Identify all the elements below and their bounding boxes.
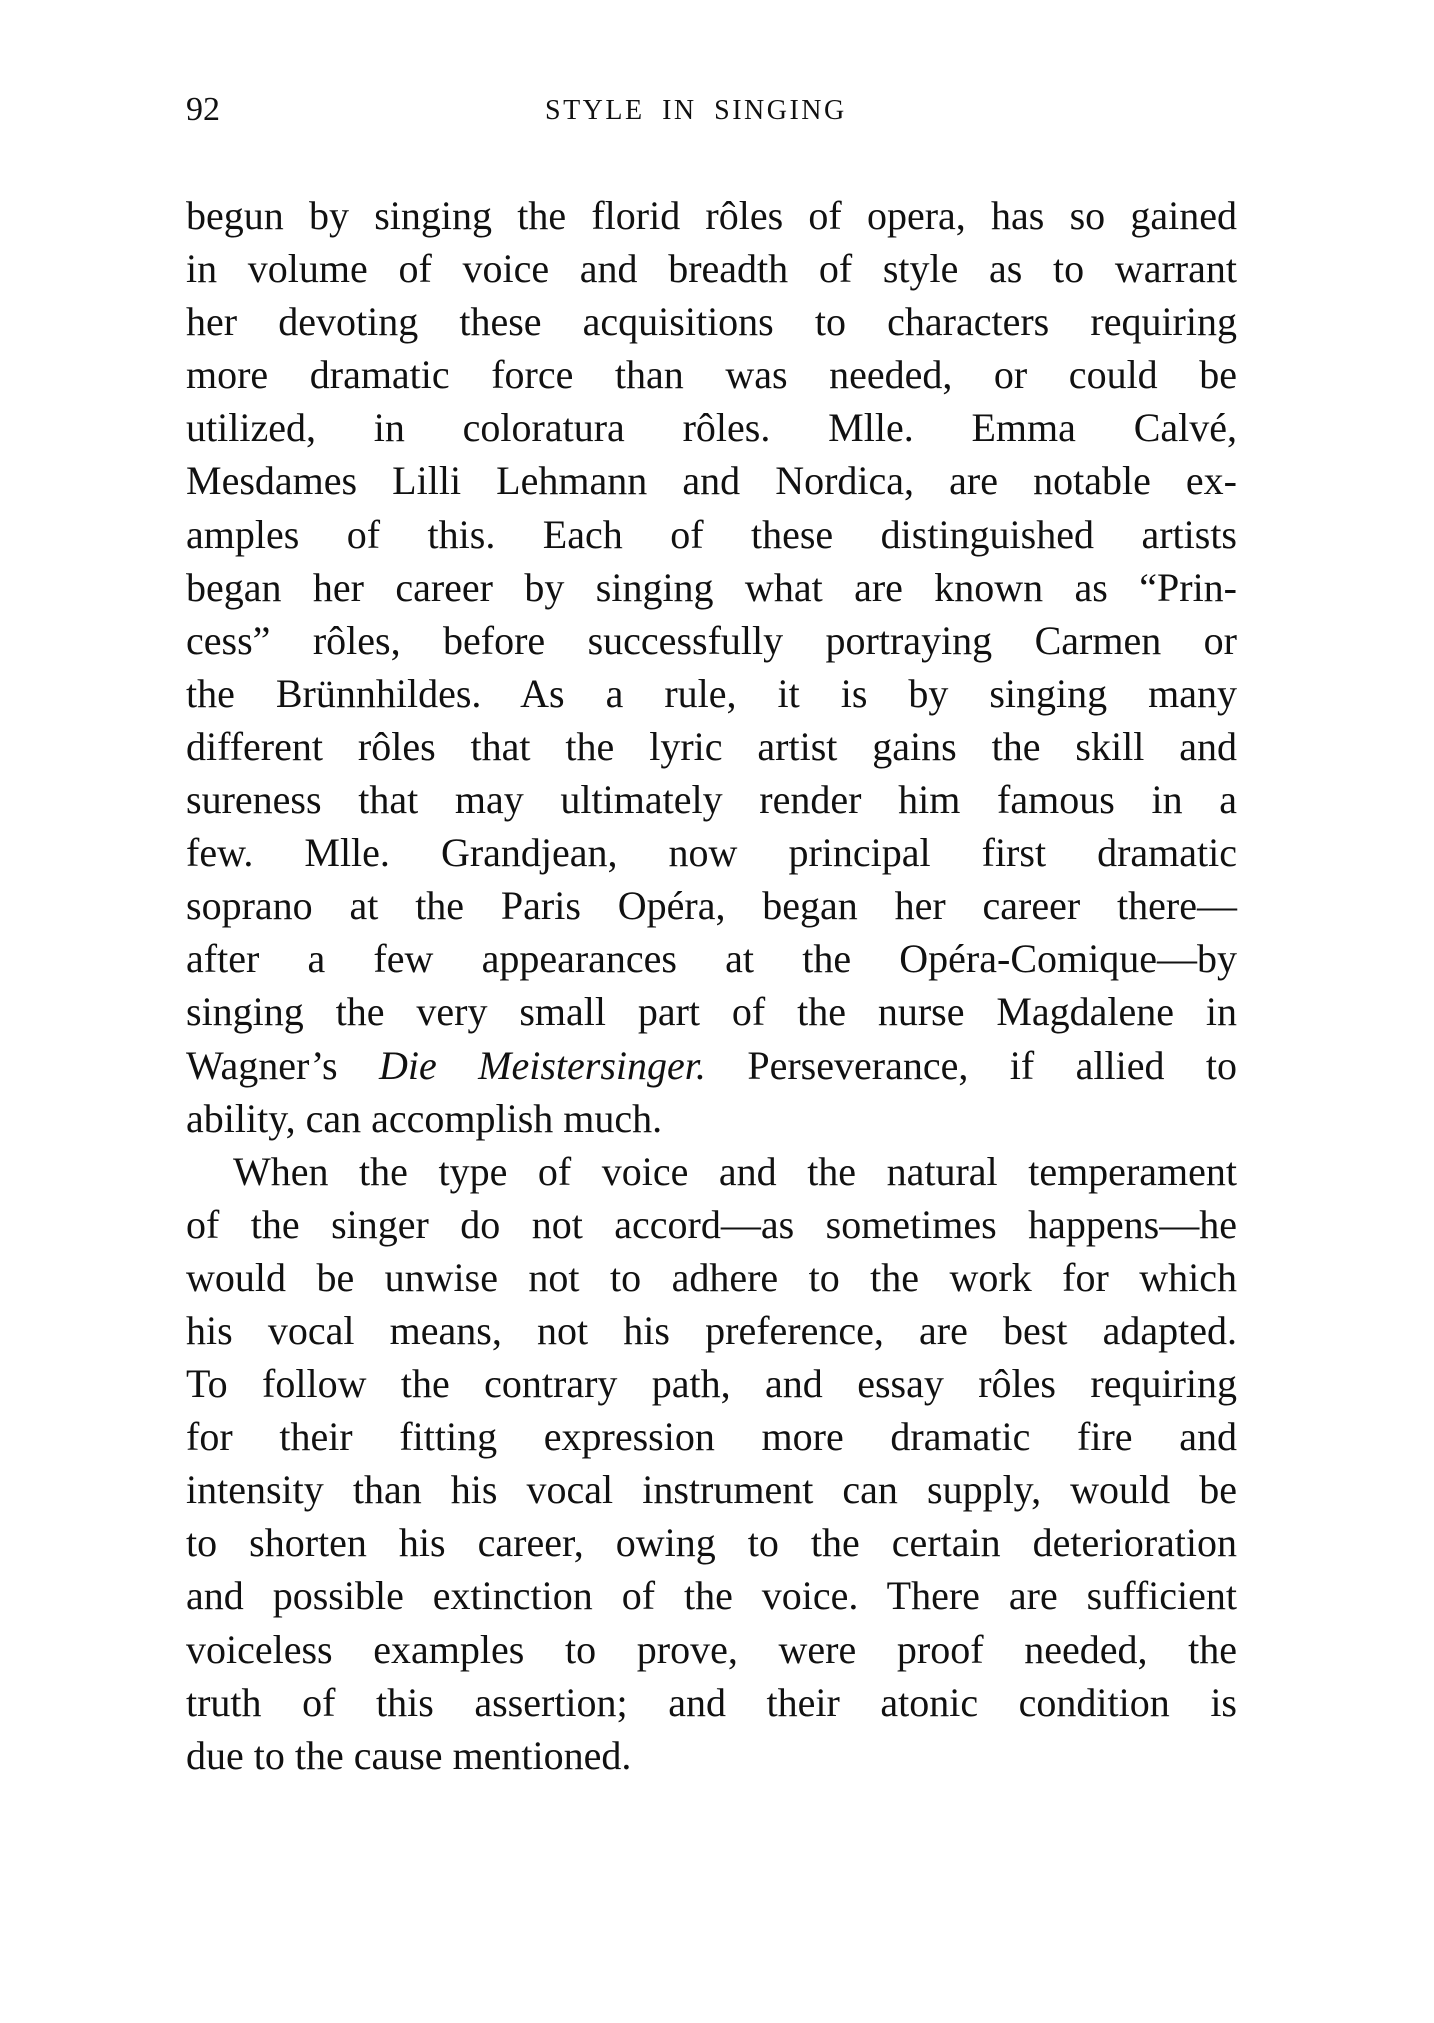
text-line: sureness that may ultimately render him famous in a (186, 777, 1237, 823)
text-line: singing the very small part of the nurse Magdalene in (186, 989, 1237, 1035)
text-line: truth of this assertion; and their atonic condition is (186, 1679, 1237, 1725)
text-line: soprano at the Paris Opéra, began her career there— (186, 883, 1237, 929)
paragraph (186, 189, 1237, 1145)
text-line: to shorten his career, owing to the certain deterioration (186, 1520, 1237, 1566)
text-line: the Brünnhildes. As a rule, it is by singing many (186, 670, 1237, 716)
text-line: voiceless examples to prove, were proof needed, the (186, 1626, 1237, 1672)
text-line: amples of this. Each of these distinguished artists (186, 511, 1237, 557)
text-line: begun by singing the florid rôles of opera, has so gained (186, 193, 1237, 238)
text-line: few. Mlle. Grandjean, now principal first dramatic (186, 830, 1237, 876)
text-line: would be unwise not to adhere to the work for which (186, 1254, 1237, 1300)
text-line: different rôles that the lyric artist gains the skill and (186, 723, 1237, 769)
body-text (186, 189, 1237, 1782)
text-line: in volume of voice and breadth of style as to warrant (186, 246, 1237, 292)
text-line: ability, can accomplish much. (186, 1095, 663, 1141)
text-line: his vocal means, not his preference, are best adapted. (186, 1307, 1237, 1353)
text-line: Wagner’s Die Meistersinger. Perseverance, if allied to (186, 1042, 1238, 1088)
text-line: When the type of voice and the natural temperament (233, 1148, 1237, 1194)
running-title: STYLE IN SINGING (545, 95, 847, 126)
text-line: after a few appearances at the Opéra-Comique—by (186, 936, 1237, 982)
text-line: cess” rôles, before successfully portraying Carmen or (186, 617, 1237, 663)
text-line: more dramatic force than was needed, or could be (186, 352, 1237, 398)
page-number: 92 (186, 91, 220, 128)
text-line: and possible extinction of the voice. There are sufficient (186, 1573, 1237, 1619)
text-line: began her career by singing what are known as “Prin- (186, 564, 1237, 610)
text-line: due to the cause mentioned. (186, 1732, 632, 1778)
text-line: intensity than his vocal instrument can supply, would be (186, 1467, 1237, 1513)
text-line: To follow the contrary path, and essay rôles requiring (186, 1361, 1237, 1407)
running-head (186, 92, 1237, 128)
text-line: her devoting these acquisitions to characters requiring (186, 299, 1237, 345)
text-line: for their fitting expression more dramatic fire and (186, 1414, 1237, 1460)
text-line: of the singer do not accord—as sometimes happens—he (186, 1201, 1237, 1247)
text-line: utilized, in coloratura rôles. Mlle. Emma Calvé, (186, 405, 1237, 451)
paragraph (186, 1145, 1237, 1782)
italic-title: Die Meistersinger. (378, 1042, 706, 1088)
text-line: Mesdames Lilli Lehmann and Nordica, are notable ex- (186, 458, 1237, 504)
